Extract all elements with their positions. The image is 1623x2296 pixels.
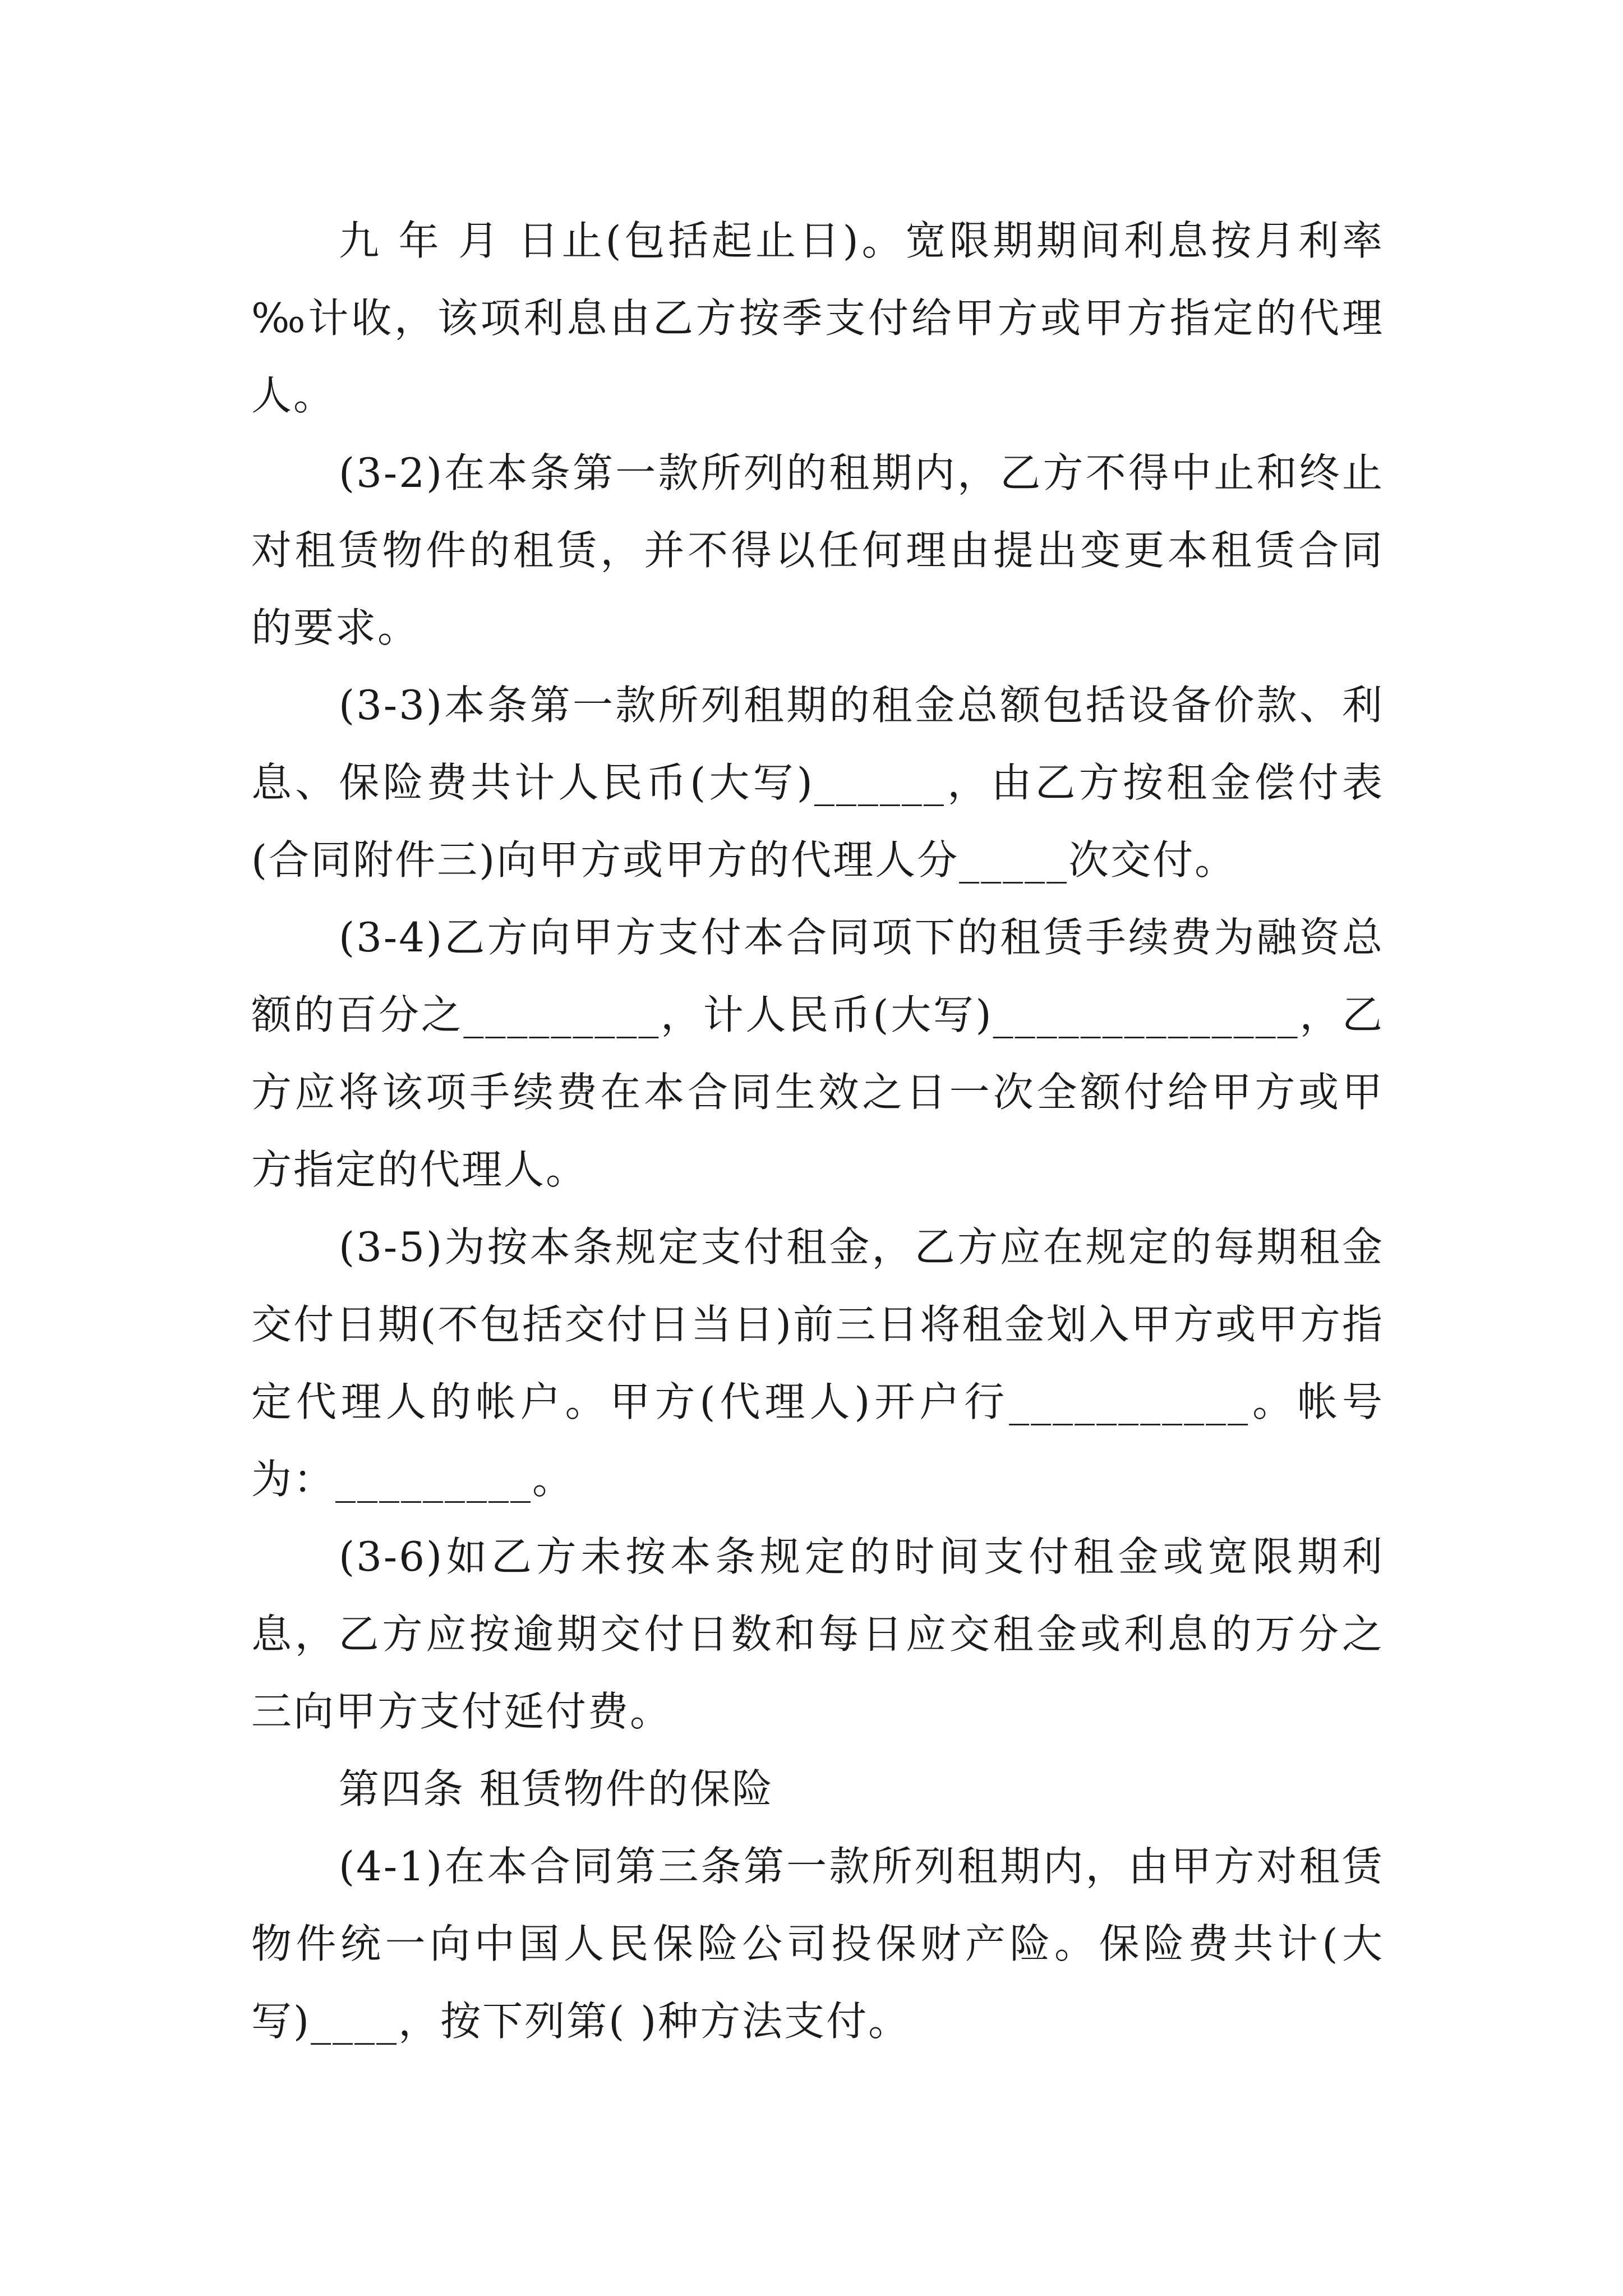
paragraph-3-5: (3-5)为按本条规定支付租金，乙方应在规定的每期租金交付日期(不包括交付日当日)前三日将租金划入甲方或甲方指定代理人的帐户。甲方(代理人)开户行___________。帐号为：_________。: [251, 1223, 1384, 1503]
paragraph-grace-period-interest: 九 年 月 日止(包括起止日)。宽限期期间利息按月利率 ‰计收，该项利息由乙方按季支付给甲方或甲方指定的代理人。: [251, 217, 1384, 419]
paragraph-4-1: (4-1)在本合同第三条第一款所列租期内，由甲方对租赁物件统一向中国人民保险公司投保财产险。保险费共计(大写)____，按下列第( )种方法支付。: [251, 1843, 1384, 2045]
document-body: [251, 202, 1384, 2060]
paragraph-3-4: (3-4)乙方向甲方支付本合同项下的租赁手续费为融资总额的百分之_________，计人民币(大写)______________，乙方应将该项手续费在本合同生效之日一次全额付给甲方或甲方指定的代理人。: [251, 914, 1384, 1193]
paragraph-3-2: (3-2)在本条第一款所列的租期内，乙方不得中止和终止对租赁物件的租赁，并不得以任何理由提出变更本租赁合同的要求。: [251, 449, 1384, 651]
paragraph-3-3: (3-3)本条第一款所列租期的租金总额包括设备价款、利息、保险费共计人民币(大写)______，由乙方按租金偿付表(合同附件三)向甲方或甲方的代理人分_____次交付。: [251, 682, 1384, 884]
section-heading-article-4: 第四条 租赁物件的保险: [339, 1765, 774, 1812]
paragraph-3-6: (3-6)如乙方未按本条规定的时间支付租金或宽限期利息，乙方应按逾期交付日数和每日应交租金或利息的万分之三向甲方支付延付费。: [251, 1533, 1384, 1735]
